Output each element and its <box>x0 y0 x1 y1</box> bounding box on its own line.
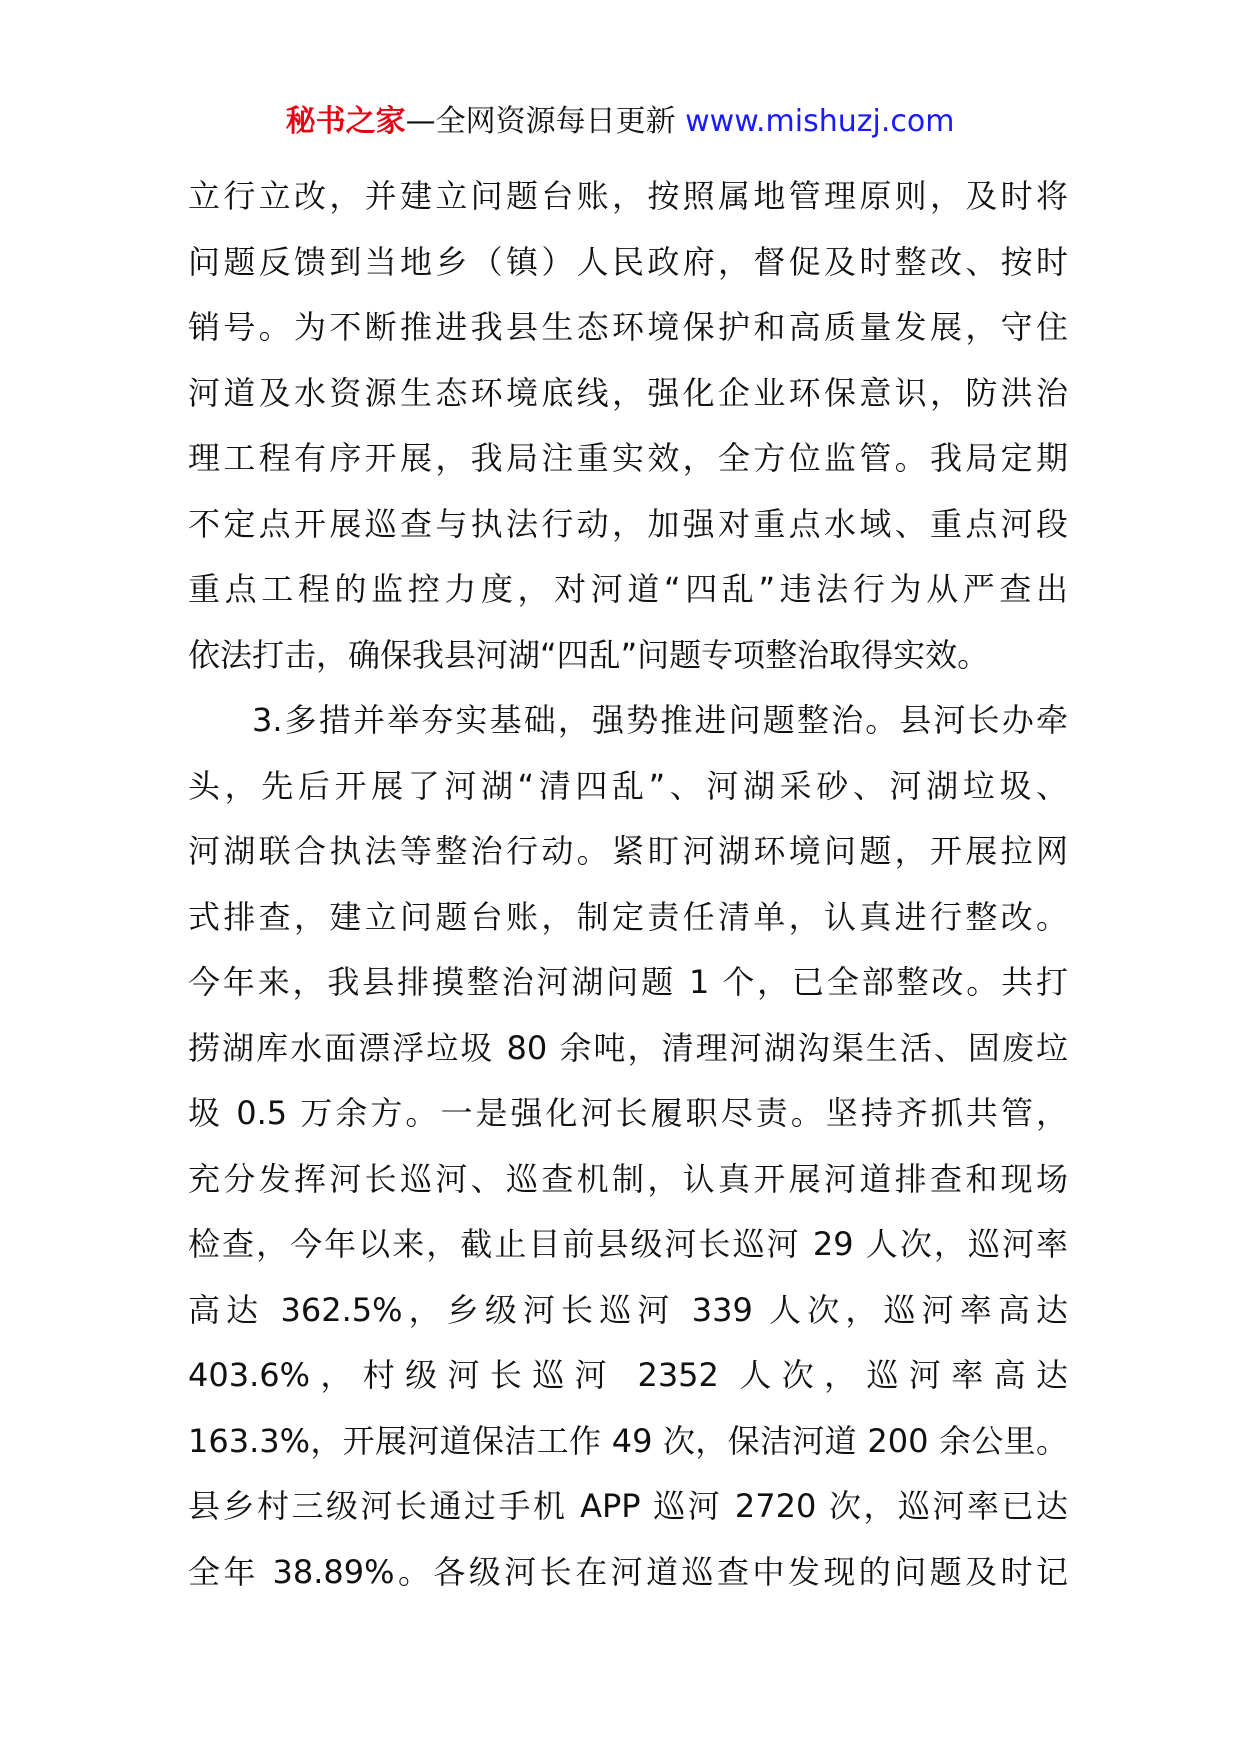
text-line: 问题反馈到当地乡（镇）人民政府，督促及时整改、按时 <box>188 242 1068 281</box>
paragraph-end-line: 依法打击，确保我县河湖“四乱”问题专项整治取得实效。 <box>188 635 990 674</box>
text-line: 全年 38.89%。各级河长在河道巡查中发现的问题及时记 <box>188 1552 1068 1591</box>
text-line: 充分发挥河长巡河、巡查机制，认真开展河道排查和现场 <box>188 1159 1068 1198</box>
text-line: 头，先后开展了河湖“清四乱”、河湖采砂、河湖垃圾、 <box>188 766 1068 805</box>
website-link[interactable]: www.mishuzj.com <box>685 104 955 139</box>
text-line: 检查，今年以来，截止目前县级河长巡河 29 人次，巡河率 <box>188 1225 1068 1263</box>
text-line: 不定点开展巡查与执法行动，加强对重点水域、重点河段 <box>188 504 1068 543</box>
text-line: 403.6%，村级河长巡河 2352 人次，巡河率高达 <box>188 1356 1068 1394</box>
header-tagline: —全网资源每日更新 <box>405 104 676 139</box>
paragraph-heading-line: 3.多措并举夯实基础，强势推进问题整治。县河长办牵 <box>252 701 1068 739</box>
text-line: 式排查，建立问题台账，制定责任清单，认真进行整改。 <box>188 897 1068 936</box>
brand-name: 秘书之家 <box>285 104 406 139</box>
body-text <box>188 164 1068 1605</box>
text-line: 立行立改，并建立问题台账，按照属地管理原则，及时将 <box>188 177 1068 215</box>
text-line: 圾 0.5 万余方。一是强化河长履职尽责。坚持齐抓共管， <box>188 1094 1068 1132</box>
text-line: 河湖联合执法等整治行动。紧盯河湖环境问题，开展拉网 <box>188 832 1068 870</box>
text-line: 163.3%，开展河道保洁工作 49 次，保洁河道 200 余公里。 <box>188 1421 1068 1460</box>
text-line: 重点工程的监控力度，对河道“四乱”违法行为从严查出 <box>188 570 1068 608</box>
text-line: 捞湖库水面漂浮垃圾 80 余吨，清理河湖沟渠生活、固废垃 <box>188 1028 1068 1067</box>
text-line: 高达 362.5%，乡级河长巡河 339 人次，巡河率高达 <box>188 1290 1068 1329</box>
text-line: 河道及水资源生态环境底线，强化企业环保意识，防洪治 <box>188 373 1068 412</box>
page-header <box>0 100 1240 144</box>
text-line: 销号。为不断推进我县生态环境保护和高质量发展，守住 <box>188 308 1068 346</box>
text-line: 县乡村三级河长通过手机 APP 巡河 2720 次，巡河率已达 <box>188 1487 1068 1525</box>
text-line: 理工程有序开展，我局注重实效，全方位监管。我局定期 <box>188 439 1068 477</box>
text-line: 今年来，我县排摸整治河湖问题 1 个，已全部整改。共打 <box>188 963 1068 1001</box>
